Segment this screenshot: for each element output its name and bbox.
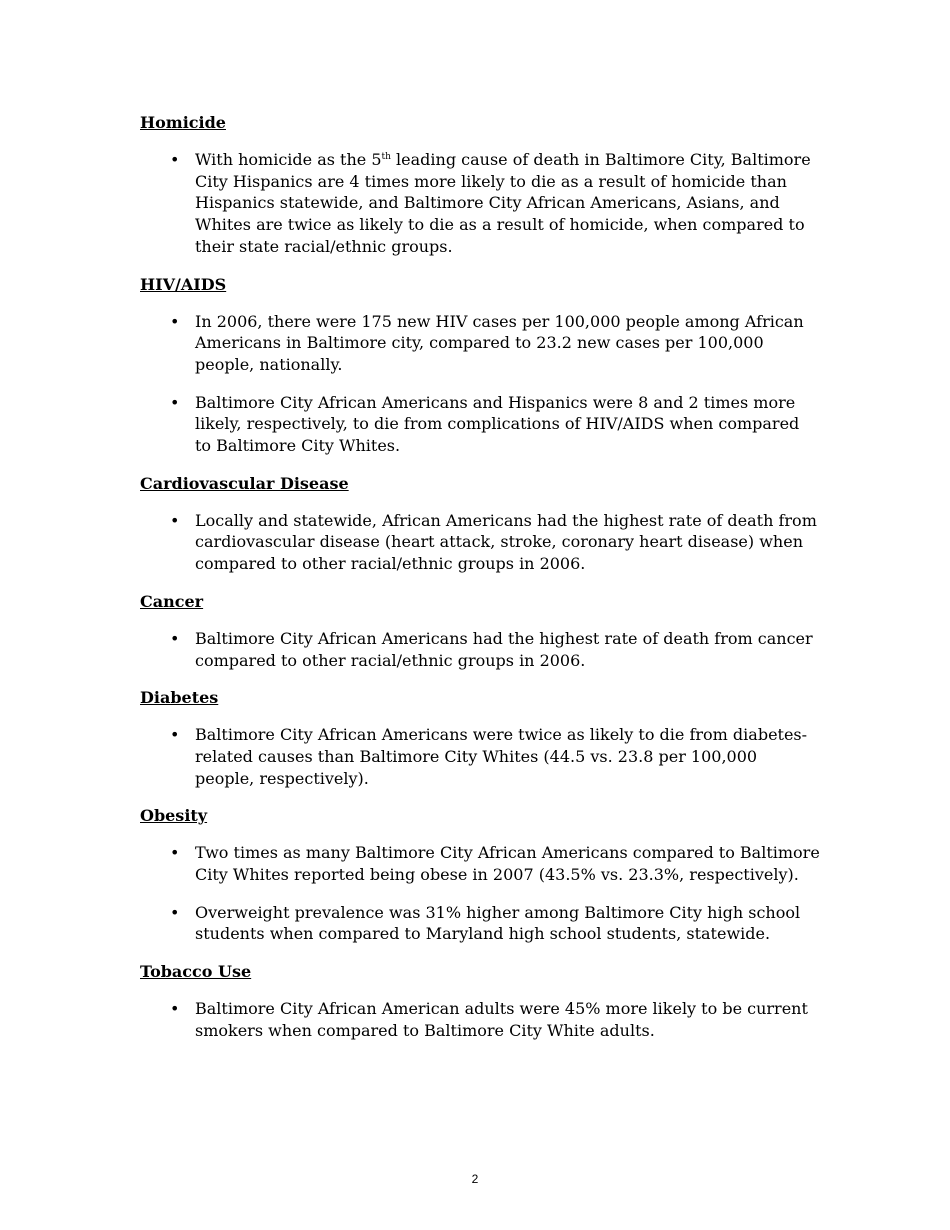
bullet-text: Baltimore City African Americans and Hispanics were 8 and 2 times more likely, respectively, to die from complications of HIV/AIDS when compared to Baltimore City Whites.: [195, 392, 800, 456]
list-item: [140, 311, 820, 376]
bullet-list: [140, 998, 820, 1041]
superscript: th: [381, 152, 391, 162]
bullet-text: [195, 149, 820, 258]
section-tobacco-use: [140, 961, 820, 1041]
list-item: [140, 998, 820, 1041]
bullet-icon: •: [170, 510, 180, 530]
section-heading-hiv-aids: HIV/AIDS: [140, 274, 227, 294]
page-number: 2: [471, 1172, 479, 1186]
list-item: [140, 842, 820, 885]
bullet-list: [140, 724, 820, 789]
bullet-icon: •: [170, 999, 180, 1019]
bullet-icon: •: [170, 628, 180, 648]
section-heading-cancer: Cancer: [140, 591, 204, 611]
section-heading-homicide: Homicide: [140, 113, 226, 132]
section-homicide: [140, 112, 820, 258]
bullet-text-part: leading cause of death in Baltimore City, Baltimore City Hispanics are 4 times more likely to die as a result of homicide than Hispanics statewide, and Baltimore City African Americans, Asians, and Whites are twice as likely to die as a result of homicide, when compared to their state racial/ethnic groups.: [195, 150, 811, 256]
bullet-icon: •: [170, 843, 180, 863]
list-item: [140, 902, 820, 945]
section-diabetes: [140, 687, 820, 789]
bullet-icon: •: [170, 392, 180, 412]
section-cardiovascular-disease: [140, 473, 820, 575]
bullet-text: Two times as many Baltimore City African Americans compared to Baltimore City Whites reported being obese in 2007 (43.5% vs. 23.3%, respectively).: [195, 843, 820, 885]
section-hiv-aids: [140, 274, 820, 457]
section-cancer: [140, 591, 820, 671]
bullet-list: [140, 149, 820, 258]
bullet-text: Locally and statewide, African Americans had the highest rate of death from cardiovascular disease (heart attack, stroke, coronary heart disease) when compared to other racial/ethnic groups in 2006.: [195, 510, 817, 574]
bullet-text: Baltimore City African Americans were twice as likely to die from diabetes-related causes than Baltimore City Whites (44.5 vs. 23.8 per 100,000 people, respectively).: [195, 725, 808, 788]
bullet-text-part: With homicide as the 5: [195, 150, 382, 169]
bullet-icon: •: [170, 902, 180, 922]
bullet-text: Baltimore City African Americans had the highest rate of death from cancer compared to other racial/ethnic groups in 2006.: [195, 628, 813, 670]
list-item: [140, 510, 820, 575]
bullet-list: [140, 311, 820, 457]
bullet-text: Overweight prevalence was 31% higher among Baltimore City high school students when compared to Maryland high school students, statewide.: [195, 902, 801, 944]
bullet-icon: •: [170, 150, 180, 169]
bullet-icon: •: [170, 311, 180, 331]
section-heading-obesity: Obesity: [140, 806, 208, 826]
list-item: [140, 392, 820, 457]
bullet-text: Baltimore City African American adults were 45% more likely to be current smokers when compared to Baltimore City White adults.: [195, 999, 808, 1040]
bullet-list: [140, 842, 820, 945]
list-item: [140, 724, 820, 789]
list-item: [140, 628, 820, 671]
section-heading-cardiovascular-disease: Cardiovascular Disease: [140, 473, 349, 493]
section-obesity: [140, 805, 820, 945]
bullet-text: In 2006, there were 175 new HIV cases per 100,000 people among African Americans in Baltimore city, compared to 23.2 new cases per 100,000 people, nationally.: [195, 311, 804, 374]
bullet-icon: •: [170, 725, 180, 745]
section-heading-tobacco-use: Tobacco Use: [140, 962, 252, 982]
section-heading-diabetes: Diabetes: [140, 688, 219, 708]
page-content: [140, 112, 820, 1058]
bullet-list: [140, 628, 820, 671]
bullet-list: [140, 510, 820, 575]
list-item: [140, 149, 820, 258]
